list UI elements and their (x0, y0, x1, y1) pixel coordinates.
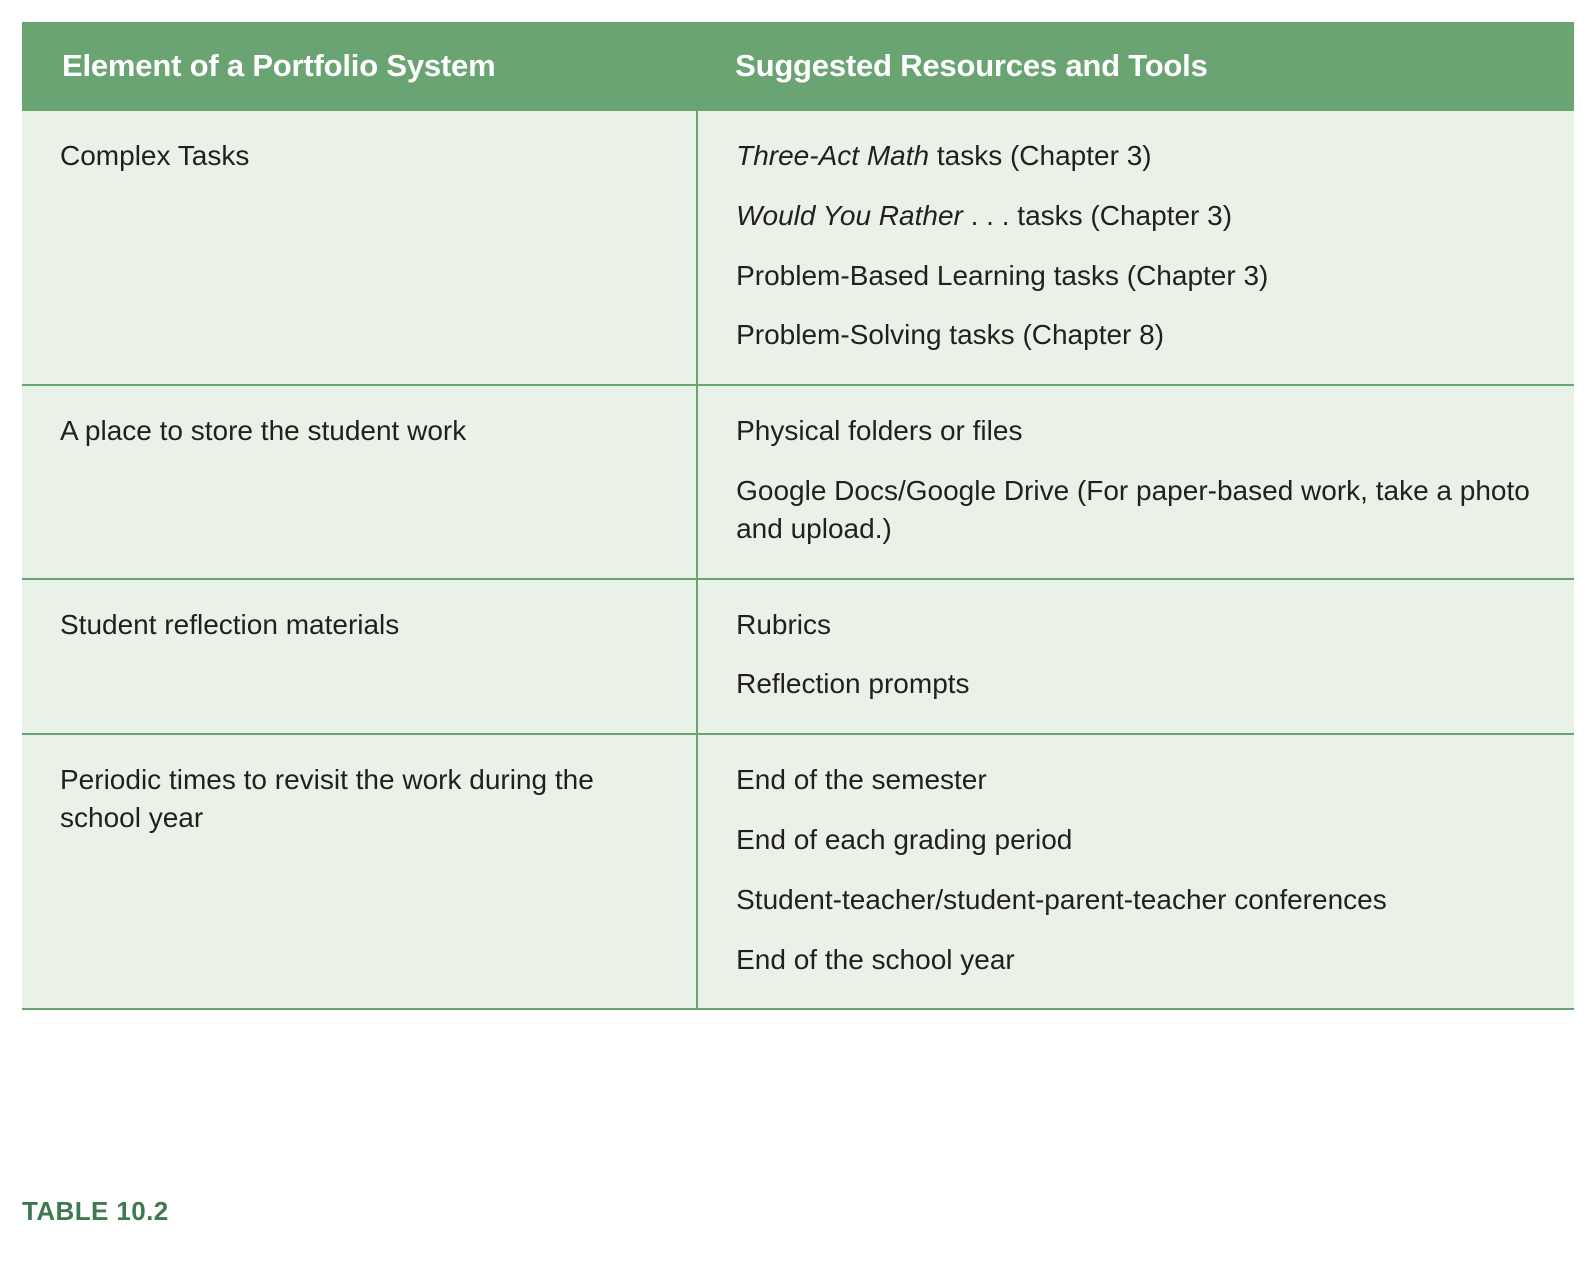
resource-item (736, 257, 1538, 295)
row-element-label: Student reflection materials (60, 608, 400, 640)
resource-item-text: tasks (Chapter 3) (929, 140, 1152, 171)
resource-item-text: Rubrics (736, 608, 832, 640)
resource-item-text: Reflection prompts (736, 668, 970, 700)
row-element-label: Complex Tasks (60, 140, 250, 171)
row-element-cell (22, 111, 697, 385)
portfolio-table-container (22, 22, 1574, 1010)
resource-item-text: Physical folders or files (736, 415, 1023, 447)
resource-item (736, 941, 1538, 979)
portfolio-table (22, 22, 1574, 1010)
resource-item (736, 137, 1538, 175)
column-header-element: Element of a Portfolio System (22, 22, 697, 111)
resource-italic-title: Three-Act Math (736, 140, 930, 171)
resource-item (736, 761, 1538, 799)
table-body (22, 111, 1574, 1009)
table-row (22, 579, 1574, 735)
table-caption: TABLE 10.2 (22, 1196, 169, 1226)
resource-item-text: End of the school year (736, 943, 1015, 975)
row-element-cell (22, 734, 697, 1009)
resource-item-text: Student-teacher/student-parent-teacher conferences (736, 883, 1387, 915)
row-element-label: Periodic times to revisit the work during the school year (60, 764, 594, 833)
resource-item-text: Problem-Solving tasks (Chapter 8) (736, 319, 1165, 351)
resource-item (736, 316, 1538, 354)
resource-item (736, 472, 1538, 548)
row-resources-cell (697, 734, 1574, 1009)
resource-item (736, 197, 1538, 235)
resource-item (736, 606, 1538, 644)
table-header-row (22, 22, 1574, 111)
row-resources-cell (697, 579, 1574, 735)
row-resources-cell (697, 111, 1574, 385)
resource-item (736, 821, 1538, 859)
resource-item (736, 881, 1538, 919)
column-header-resources: Suggested Resources and Tools (697, 22, 1574, 111)
row-element-cell (22, 579, 697, 735)
resource-item-text: . . . tasks (Chapter 3) (962, 199, 1233, 231)
table-row (22, 734, 1574, 1009)
resource-item-text: Google Docs/Google Drive (For paper-based work, take a photo and upload.) (736, 474, 1530, 544)
resource-item-text: End of each grading period (736, 823, 1073, 855)
table-row (22, 111, 1574, 385)
row-element-cell (22, 385, 697, 578)
table-row (22, 385, 1574, 578)
row-resources-cell (697, 385, 1574, 578)
resource-item-text: Problem-Based Learning tasks (Chapter 3) (736, 259, 1269, 291)
resource-item (736, 412, 1538, 450)
resource-item-text: End of the semester (736, 764, 987, 796)
row-element-label: A place to store the student work (60, 415, 467, 447)
resource-italic-title: Would You Rather (736, 199, 963, 231)
resource-item (736, 665, 1538, 703)
table-header (22, 22, 1574, 111)
